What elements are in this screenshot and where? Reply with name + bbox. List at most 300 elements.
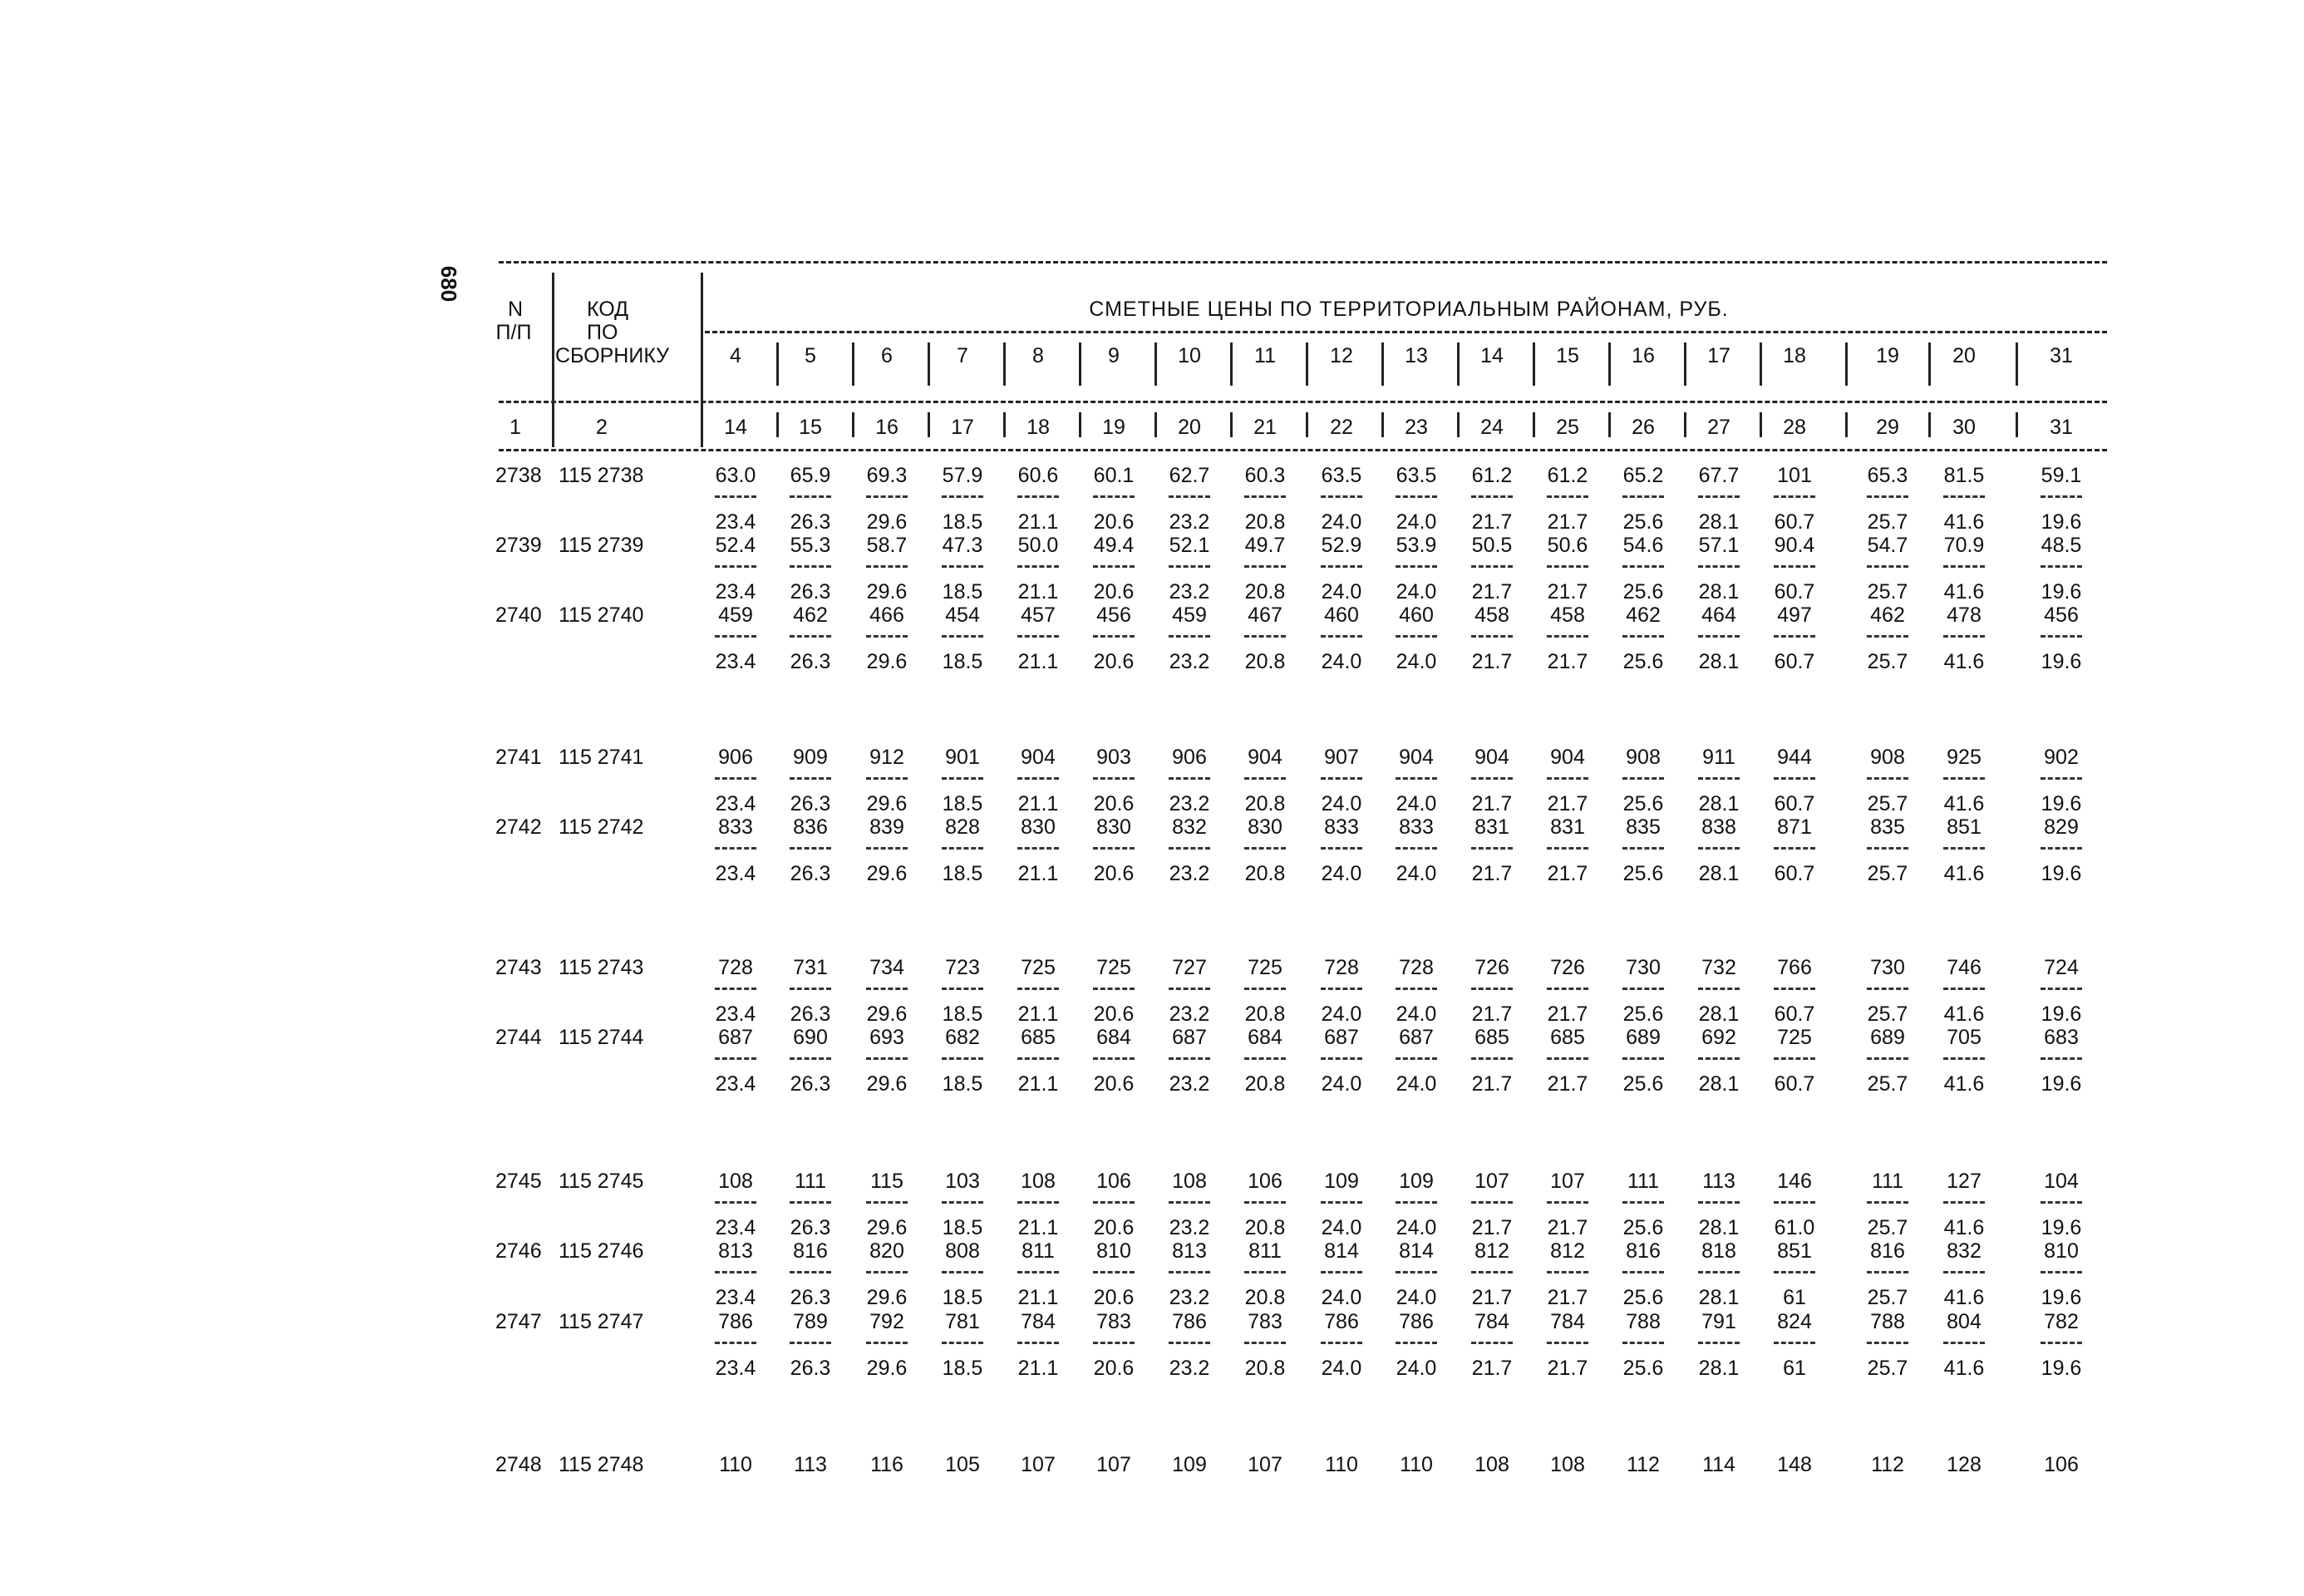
price-cell: 784 <box>1474 1310 1509 1333</box>
wage-cell: 29.6 <box>866 580 908 603</box>
price-cell: 784 <box>1550 1310 1585 1333</box>
price-cell: 47.3 <box>942 534 983 557</box>
wage-cell: 24.0 <box>1321 580 1362 603</box>
fraction-bar <box>1244 1342 1286 1344</box>
wage-cell: 28.1 <box>1698 792 1740 815</box>
fraction-bar <box>1867 1057 1908 1060</box>
wage-cell: 23.4 <box>715 1072 756 1096</box>
wage-cell: 21.7 <box>1471 650 1513 673</box>
fraction-bar <box>1169 777 1210 780</box>
fraction-bar <box>1622 1201 1664 1204</box>
fraction-bar <box>1774 495 1815 498</box>
wage-cell: 60.7 <box>1774 1072 1815 1096</box>
price-cell: 148 <box>1777 1453 1812 1476</box>
wage-cell: 21.1 <box>1017 1072 1059 1096</box>
price-cell: 944 <box>1777 746 1812 769</box>
header-index-separator <box>1845 412 1848 437</box>
price-cell: 110 <box>1400 1453 1433 1476</box>
price-cell: 690 <box>793 1026 828 1049</box>
header-col-separator <box>1306 342 1308 386</box>
price-cell: 816 <box>793 1239 828 1263</box>
row-number: 2739 <box>495 534 542 557</box>
wage-cell: 20.6 <box>1093 862 1135 885</box>
wage-cell: 20.8 <box>1244 650 1286 673</box>
price-cell: 497 <box>1777 603 1812 627</box>
fraction-bar <box>1396 635 1437 638</box>
price-cell: 831 <box>1550 815 1585 839</box>
wage-cell: 29.6 <box>866 1002 908 1026</box>
wage-cell: 60.7 <box>1774 510 1815 534</box>
district-number: 8 <box>1032 344 1044 367</box>
price-cell: 828 <box>945 815 980 839</box>
wage-cell: 41.6 <box>1943 792 1985 815</box>
price-cell: 109 <box>1172 1453 1207 1476</box>
wage-cell: 20.6 <box>1093 792 1135 815</box>
wage-cell: 19.6 <box>2041 1286 2082 1309</box>
fraction-bar <box>2041 495 2082 498</box>
district-number: 6 <box>881 344 893 367</box>
price-cell: 456 <box>2044 603 2079 627</box>
row-number: 2740 <box>495 603 542 627</box>
district-number: 31 <box>2050 344 2073 367</box>
fraction-bar <box>1774 565 1815 568</box>
price-cell: 460 <box>1324 603 1359 627</box>
wage-cell: 21.7 <box>1471 1002 1513 1026</box>
fraction-bar <box>866 1271 908 1273</box>
fraction-bar <box>1017 635 1059 638</box>
page-number: 680 <box>436 265 462 303</box>
wage-cell: 25.7 <box>1867 1286 1908 1309</box>
fraction-bar <box>790 1342 831 1344</box>
fraction-bar <box>1321 635 1362 638</box>
fraction-bar <box>1698 565 1740 568</box>
fraction-bar <box>1396 847 1437 850</box>
wage-cell: 60.7 <box>1774 862 1815 885</box>
price-cell: 460 <box>1399 603 1434 627</box>
district-number: 9 <box>1108 344 1120 367</box>
header-col-separator <box>1079 342 1081 386</box>
fraction-bar <box>1017 847 1059 850</box>
price-cell: 816 <box>1870 1239 1905 1263</box>
wage-cell: 29.6 <box>866 650 908 673</box>
column-index: 22 <box>1330 416 1353 439</box>
fraction-bar <box>1943 847 1985 850</box>
price-cell: 908 <box>1626 746 1661 769</box>
price-cell: 813 <box>718 1239 753 1263</box>
fraction-bar <box>790 1201 831 1204</box>
price-cell: 106 <box>1248 1170 1282 1193</box>
fraction-bar <box>1017 495 1059 498</box>
wage-cell: 24.0 <box>1321 650 1362 673</box>
fraction-bar <box>866 847 908 850</box>
price-cell: 784 <box>1021 1310 1056 1333</box>
price-cell: 811 <box>1022 1239 1055 1263</box>
price-cell: 833 <box>718 815 753 839</box>
row-code: 115 2746 <box>559 1239 644 1263</box>
header-index-separator <box>1608 412 1611 437</box>
fraction-bar <box>1867 635 1908 638</box>
wage-cell: 21.1 <box>1017 510 1059 534</box>
price-cell: 791 <box>1701 1310 1736 1333</box>
price-cell: 109 <box>1399 1170 1434 1193</box>
price-cell: 127 <box>1947 1170 1982 1193</box>
price-cell: 63.0 <box>715 464 756 487</box>
fraction-bar <box>1321 1271 1362 1273</box>
price-cell: 730 <box>1626 956 1661 979</box>
price-cell: 830 <box>1021 815 1056 839</box>
price-cell: 107 <box>1248 1453 1282 1476</box>
wage-cell: 25.6 <box>1622 1216 1664 1239</box>
fraction-bar <box>715 847 756 850</box>
header-col-separator <box>2016 342 2018 386</box>
price-cell: 728 <box>718 956 753 979</box>
wage-cell: 19.6 <box>2041 792 2082 815</box>
price-cell: 49.4 <box>1093 534 1135 557</box>
fraction-bar <box>1774 635 1815 638</box>
wage-cell: 26.3 <box>790 510 831 534</box>
fraction-bar <box>1698 1057 1740 1060</box>
column-index: 23 <box>1405 416 1428 439</box>
wage-cell: 20.6 <box>1093 1286 1135 1309</box>
price-cell: 116 <box>870 1453 903 1476</box>
column-index: 25 <box>1556 416 1579 439</box>
wage-cell: 21.7 <box>1547 1357 1588 1380</box>
fraction-bar <box>1622 988 1664 990</box>
column-index: 30 <box>1952 416 1976 439</box>
price-cell: 810 <box>1096 1239 1131 1263</box>
fraction-bar <box>1093 847 1135 850</box>
price-cell: 813 <box>1172 1239 1207 1263</box>
price-cell: 909 <box>793 746 828 769</box>
price-cell: 462 <box>793 603 828 627</box>
header-rule-2 <box>499 401 2107 403</box>
price-cell: 103 <box>945 1170 980 1193</box>
fraction-bar <box>1943 565 1985 568</box>
header-code-po-label: ПО <box>587 321 618 344</box>
wage-cell: 18.5 <box>942 1357 983 1380</box>
fraction-bar <box>1698 1271 1740 1273</box>
price-cell: 687 <box>1399 1026 1434 1049</box>
fraction-bar <box>1698 988 1740 990</box>
wage-cell: 29.6 <box>866 510 908 534</box>
col-index-1: 1 <box>510 416 521 439</box>
district-number: 17 <box>1707 344 1730 367</box>
fraction-bar <box>1093 1201 1135 1204</box>
price-cell: 114 <box>1702 1453 1735 1476</box>
price-cell: 812 <box>1550 1239 1585 1263</box>
fraction-bar <box>1169 1271 1210 1273</box>
fraction-bar <box>1396 495 1437 498</box>
wage-cell: 23.4 <box>715 580 756 603</box>
fraction-bar <box>1471 1271 1513 1273</box>
fraction-bar <box>1093 1342 1135 1344</box>
wage-cell: 24.0 <box>1321 1216 1362 1239</box>
fraction-bar <box>715 1057 756 1060</box>
wage-cell: 26.3 <box>790 792 831 815</box>
price-cell: 55.3 <box>790 534 831 557</box>
price-cell: 69.3 <box>866 464 908 487</box>
price-cell: 50.5 <box>1471 534 1513 557</box>
wage-cell: 20.6 <box>1093 510 1135 534</box>
price-cell: 726 <box>1474 956 1509 979</box>
price-cell: 904 <box>1399 746 1434 769</box>
price-cell: 810 <box>2044 1239 2079 1263</box>
price-cell: 904 <box>1248 746 1282 769</box>
wage-cell: 21.7 <box>1471 1286 1513 1309</box>
price-cell: 50.6 <box>1547 534 1588 557</box>
price-cell: 63.5 <box>1321 464 1362 487</box>
fraction-bar <box>1547 495 1588 498</box>
wage-cell: 26.3 <box>790 1002 831 1026</box>
price-cell: 812 <box>1474 1239 1509 1263</box>
wage-cell: 21.7 <box>1471 1216 1513 1239</box>
wage-cell: 60.7 <box>1774 650 1815 673</box>
fraction-bar <box>2041 565 2082 568</box>
header-col-separator <box>1845 342 1848 386</box>
price-cell: 457 <box>1021 603 1056 627</box>
price-cell: 106 <box>2044 1453 2079 1476</box>
fraction-bar <box>1867 777 1908 780</box>
header-pp-label: П/П <box>495 321 532 344</box>
price-cell: 727 <box>1172 956 1207 979</box>
fraction-bar <box>2041 988 2082 990</box>
wage-cell: 29.6 <box>866 1357 908 1380</box>
fraction-bar <box>1093 1057 1135 1060</box>
header-col-separator <box>1457 342 1460 386</box>
fraction-bar <box>1244 777 1286 780</box>
header-n-label: N <box>507 298 524 321</box>
fraction-bar <box>1169 1057 1210 1060</box>
fraction-bar <box>1017 988 1059 990</box>
price-cell: 466 <box>869 603 904 627</box>
fraction-bar <box>1093 777 1135 780</box>
price-cell: 851 <box>1947 815 1982 839</box>
wage-cell: 29.6 <box>866 1216 908 1239</box>
fraction-bar <box>1244 1271 1286 1273</box>
header-index-separator <box>1079 412 1081 437</box>
wage-cell: 24.0 <box>1321 1286 1362 1309</box>
wage-cell: 23.2 <box>1169 1216 1210 1239</box>
price-cell: 786 <box>718 1310 753 1333</box>
price-cell: 816 <box>1626 1239 1661 1263</box>
row-number: 2746 <box>495 1239 542 1263</box>
header-index-separator <box>1928 412 1931 437</box>
price-cell: 705 <box>1947 1026 1982 1049</box>
fraction-bar <box>790 565 831 568</box>
fraction-bar <box>1396 988 1437 990</box>
price-cell: 467 <box>1248 603 1282 627</box>
fraction-bar <box>1698 1342 1740 1344</box>
fraction-bar <box>715 635 756 638</box>
wage-cell: 23.4 <box>715 650 756 673</box>
fraction-bar <box>2041 1201 2082 1204</box>
fraction-bar <box>1471 635 1513 638</box>
fraction-bar <box>1471 777 1513 780</box>
fraction-bar <box>1169 847 1210 850</box>
header-index-separator <box>928 412 930 437</box>
wage-cell: 23.4 <box>715 862 756 885</box>
row-code: 115 2742 <box>559 815 644 839</box>
wage-cell: 20.8 <box>1244 510 1286 534</box>
price-cell: 901 <box>945 746 980 769</box>
header-col-separator <box>1533 342 1535 386</box>
wage-cell: 24.0 <box>1396 580 1437 603</box>
price-cell: 58.7 <box>866 534 908 557</box>
price-cell: 811 <box>1248 1239 1282 1263</box>
wage-cell: 24.0 <box>1396 650 1437 673</box>
fraction-bar <box>2041 1271 2082 1273</box>
district-number: 12 <box>1330 344 1353 367</box>
district-number: 10 <box>1178 344 1201 367</box>
wage-cell: 41.6 <box>1943 1357 1985 1380</box>
price-cell: 113 <box>1702 1170 1735 1193</box>
fraction-bar <box>790 1271 831 1273</box>
wage-cell: 18.5 <box>942 792 983 815</box>
wage-cell: 21.7 <box>1547 1216 1588 1239</box>
price-cell: 792 <box>869 1310 904 1333</box>
price-cell: 685 <box>1474 1026 1509 1049</box>
fraction-bar <box>1169 1342 1210 1344</box>
wage-cell: 25.7 <box>1867 580 1908 603</box>
column-index: 16 <box>875 416 898 439</box>
wage-cell: 25.6 <box>1622 510 1664 534</box>
price-cell: 104 <box>2044 1170 2079 1193</box>
column-index: 18 <box>1026 416 1050 439</box>
price-cell: 65.9 <box>790 464 831 487</box>
wage-cell: 60.7 <box>1774 792 1815 815</box>
price-cell: 732 <box>1701 956 1736 979</box>
price-cell: 90.4 <box>1774 534 1815 557</box>
column-index: 21 <box>1253 416 1277 439</box>
header-col-separator <box>1003 342 1006 386</box>
price-cell: 454 <box>945 603 980 627</box>
fraction-bar <box>715 495 756 498</box>
price-cell: 110 <box>1325 1453 1358 1476</box>
fraction-bar <box>1471 847 1513 850</box>
wage-cell: 18.5 <box>942 862 983 885</box>
fraction-bar <box>1547 777 1588 780</box>
header-index-separator <box>1154 412 1157 437</box>
wage-cell: 18.5 <box>942 580 983 603</box>
wage-cell: 41.6 <box>1943 510 1985 534</box>
wage-cell: 24.0 <box>1321 862 1362 885</box>
header-code-sbornik-label: СБОРНИКУ <box>555 344 670 367</box>
wage-cell: 61.0 <box>1774 1216 1815 1239</box>
fraction-bar <box>1943 495 1985 498</box>
wage-cell: 25.7 <box>1867 792 1908 815</box>
fraction-bar <box>1244 1201 1286 1204</box>
price-cell: 824 <box>1777 1310 1812 1333</box>
price-cell: 832 <box>1947 1239 1982 1263</box>
wage-cell: 25.7 <box>1867 862 1908 885</box>
fraction-bar <box>866 635 908 638</box>
price-cell: 907 <box>1324 746 1359 769</box>
fraction-bar <box>1093 495 1135 498</box>
wage-cell: 29.6 <box>866 862 908 885</box>
wage-cell: 28.1 <box>1698 1216 1740 1239</box>
wage-cell: 41.6 <box>1943 862 1985 885</box>
fraction-bar <box>1017 1342 1059 1344</box>
wage-cell: 25.6 <box>1622 1002 1664 1026</box>
fraction-bar <box>1471 1057 1513 1060</box>
fraction-bar <box>1867 565 1908 568</box>
wage-cell: 19.6 <box>2041 580 2082 603</box>
fraction-bar <box>1698 847 1740 850</box>
wage-cell: 23.4 <box>715 1216 756 1239</box>
wage-cell: 61 <box>1783 1286 1806 1309</box>
price-cell: 904 <box>1021 746 1056 769</box>
wage-cell: 21.7 <box>1471 580 1513 603</box>
wage-cell: 20.8 <box>1244 580 1286 603</box>
price-cell: 904 <box>1474 746 1509 769</box>
wage-cell: 19.6 <box>2041 1357 2082 1380</box>
header-col-separator <box>1684 342 1686 386</box>
fraction-bar <box>1698 1201 1740 1204</box>
wage-cell: 21.7 <box>1471 792 1513 815</box>
price-cell: 728 <box>1324 956 1359 979</box>
price-cell: 830 <box>1096 815 1131 839</box>
fraction-bar <box>1547 1342 1588 1344</box>
wage-cell: 25.7 <box>1867 650 1908 673</box>
fraction-bar <box>1698 495 1740 498</box>
price-cell: 54.6 <box>1622 534 1664 557</box>
fraction-bar <box>1698 635 1740 638</box>
price-cell: 108 <box>1021 1170 1056 1193</box>
wage-cell: 28.1 <box>1698 1002 1740 1026</box>
fraction-bar <box>1017 1057 1059 1060</box>
price-cell: 52.1 <box>1169 534 1210 557</box>
fraction-bar <box>1169 988 1210 990</box>
wage-cell: 19.6 <box>2041 650 2082 673</box>
price-cell: 723 <box>945 956 980 979</box>
row-number: 2748 <box>495 1453 542 1476</box>
wage-cell: 28.1 <box>1698 1357 1740 1380</box>
price-cell: 115 <box>870 1170 903 1193</box>
price-cell: 60.6 <box>1017 464 1059 487</box>
wage-cell: 24.0 <box>1396 862 1437 885</box>
price-cell: 62.7 <box>1169 464 1210 487</box>
wage-cell: 19.6 <box>2041 1072 2082 1096</box>
fraction-bar <box>1547 1201 1588 1204</box>
price-cell: 108 <box>1474 1453 1509 1476</box>
price-cell: 838 <box>1701 815 1736 839</box>
price-cell: 113 <box>794 1453 827 1476</box>
wage-cell: 28.1 <box>1698 510 1740 534</box>
district-number: 4 <box>730 344 741 367</box>
header-separator-code <box>701 273 703 447</box>
wage-cell: 21.7 <box>1547 510 1588 534</box>
wage-cell: 21.7 <box>1471 1072 1513 1096</box>
fraction-bar <box>715 565 756 568</box>
fraction-bar <box>866 777 908 780</box>
price-cell: 458 <box>1550 603 1585 627</box>
row-code: 115 2748 <box>559 1453 644 1476</box>
fraction-bar <box>1471 565 1513 568</box>
wage-cell: 20.6 <box>1093 1072 1135 1096</box>
header-code-label: КОД <box>587 298 629 321</box>
price-cell: 829 <box>2044 815 2079 839</box>
fraction-bar <box>1867 847 1908 850</box>
col-index-2: 2 <box>596 416 608 439</box>
wage-cell: 60.7 <box>1774 580 1815 603</box>
price-cell: 112 <box>1627 1453 1660 1476</box>
row-number: 2745 <box>495 1170 542 1193</box>
header-col-separator <box>1760 342 1762 386</box>
wage-cell: 25.7 <box>1867 1002 1908 1026</box>
wage-cell: 23.2 <box>1169 580 1210 603</box>
price-cell: 111 <box>794 1170 827 1193</box>
price-cell: 687 <box>718 1026 753 1049</box>
